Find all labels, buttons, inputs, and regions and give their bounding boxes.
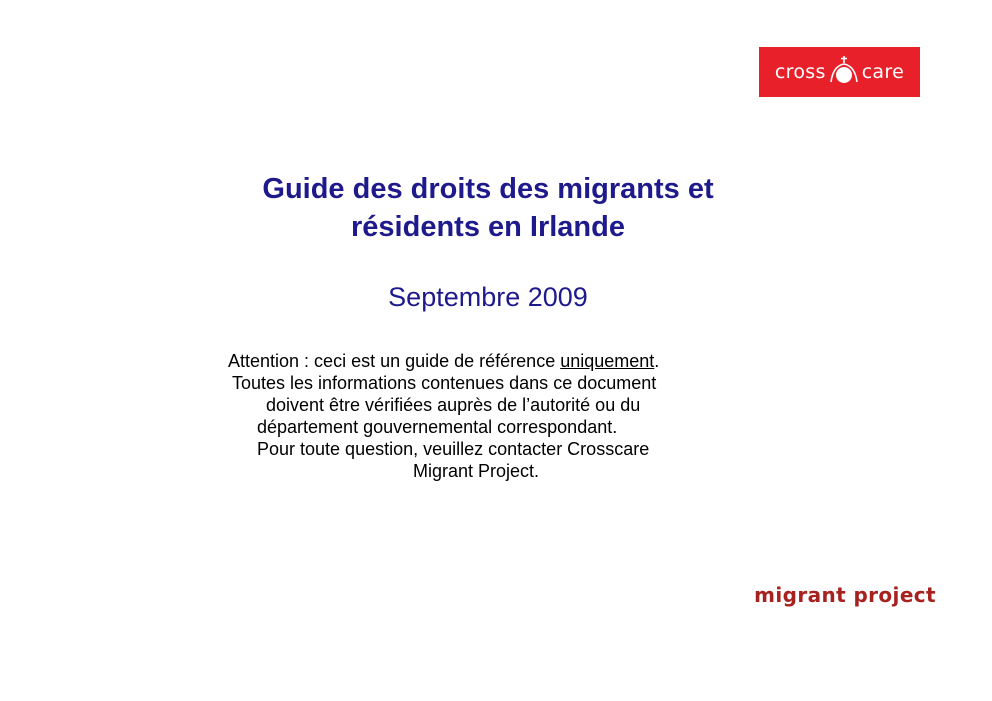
document-date: Septembre 2009 [388, 282, 588, 312]
logo-right-word: care [861, 60, 905, 83]
notice-emphasis: uniquement [560, 351, 655, 371]
notice-line-3: doivent être vérifiées auprès de l’autorité ou du [266, 395, 641, 415]
church-dome-icon [829, 55, 859, 85]
notice-line-1-suffix: . [654, 351, 660, 371]
document-title [150, 170, 826, 246]
notice-line-2: Toutes les informations contenues dans ce document [232, 373, 657, 393]
title-line-2: résidents en Irlande [351, 211, 625, 243]
notice-line-4: département gouvernemental correspondant. [257, 417, 618, 437]
crosscare-logo [759, 47, 920, 97]
notice-line-6: Migrant Project. [413, 461, 540, 481]
notice-line-1 [200, 350, 780, 372]
migrant-project-brand: migrant project [754, 583, 936, 607]
title-line-1: Guide des droits des migrants et [262, 173, 714, 205]
disclaimer-notice [200, 350, 780, 482]
notice-line-1-prefix: Attention : ceci est un guide de référence [228, 351, 561, 371]
notice-line-5: Pour toute question, veuillez contacter Crosscare [257, 439, 650, 459]
logo-left-word: cross [774, 60, 826, 83]
